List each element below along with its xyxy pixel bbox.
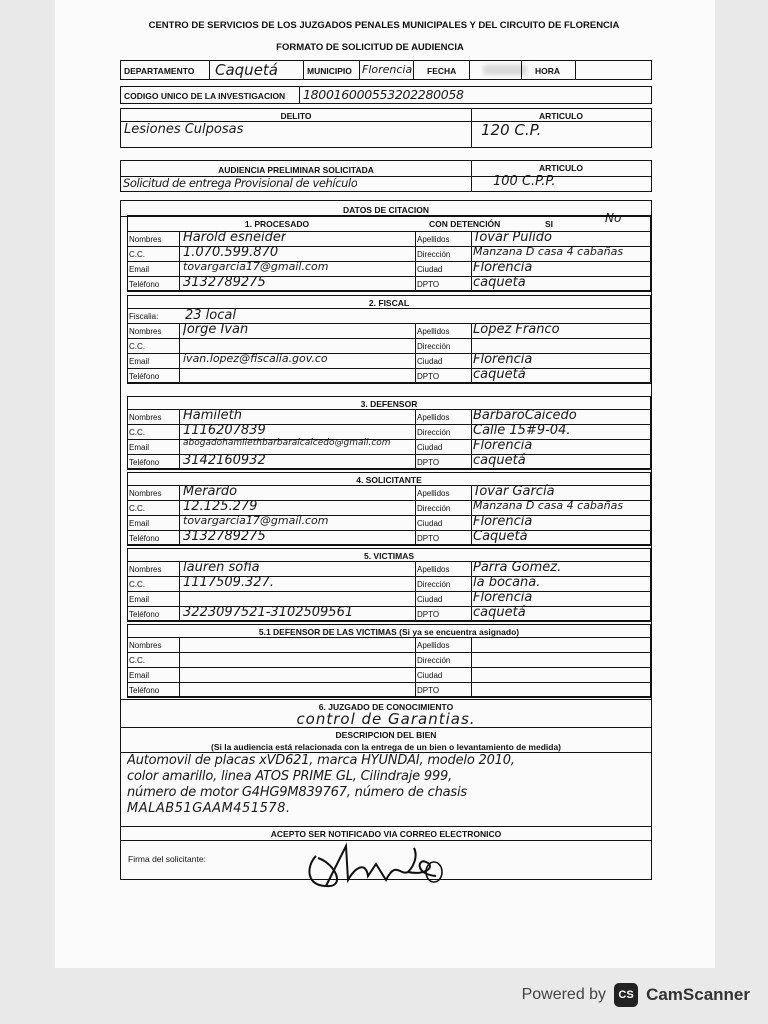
fiscal-email-value: ivan.lopez@fiscalia.gov.co (183, 352, 328, 365)
solicitante-title: 4. SOLICITANTE (356, 475, 422, 485)
cc-label: C.C. (129, 428, 145, 437)
telefono-label: Teléfono (129, 610, 160, 619)
procesado-email-value: tovargarcia17@gmail.com (183, 260, 329, 273)
solicitante-telefono-value: 3132789275 (183, 529, 266, 544)
audiencia-value: Solicitud de entrega Provisional de vehículo (123, 176, 358, 190)
victimas-direccion-value: la bocana. (473, 575, 541, 590)
procesado-apellidos-value: Tovar Pulido (473, 230, 552, 245)
apellidos-label: Apellidos (417, 235, 450, 244)
investigation-row (120, 86, 652, 104)
victimas-title: 5. VICTIMAS (363, 551, 415, 561)
dpto-label: DPTO (417, 280, 440, 289)
solicitante-apellidos-value: Tovar García (473, 484, 555, 499)
defensor-ciudad-value: Florencia (473, 438, 533, 453)
notificacion-label: ACEPTO SER NOTIFICADO VIA CORREO ELECTRONICO (270, 829, 502, 839)
email-label: Email (129, 443, 150, 452)
bien-line: MALAB51GAAM451578. (127, 801, 291, 816)
fiscal-dpto-value: caquetá (473, 367, 526, 382)
apellidos-label: Apellidos (417, 565, 450, 574)
municipio-label: MUNICIPIO (307, 66, 352, 76)
nombres-label: Nombres (129, 327, 162, 336)
procesado-ciudad-value: Florencia (473, 260, 533, 275)
defensor-cc-value: 1116207839 (183, 423, 266, 438)
delito-articulo-value: 120 C.P. (481, 121, 542, 139)
dpto-label: DPTO (417, 686, 440, 695)
juzgado-title: 6. JUZGADO DE CONOCIMIENTO (318, 702, 454, 712)
fiscalia-label: Fiscalia: (129, 312, 159, 321)
email-label: Email (129, 595, 150, 604)
direccion-label: Dirección (417, 656, 451, 665)
dpto-label: DPTO (417, 372, 440, 381)
camscanner-footer (522, 983, 750, 1007)
delito-label: DELITO (280, 111, 312, 121)
defensor-telefono-value: 3142160932 (183, 453, 266, 468)
telefono-label: Teléfono (129, 686, 160, 695)
nombres-label: Nombres (129, 413, 162, 422)
bien-line: número de motor G4HG9M839767, número de chasis (127, 785, 467, 800)
si-label: SI (545, 219, 554, 229)
procesado-nombres-value: Harold esneider (183, 230, 287, 245)
direccion-label: Dirección (417, 428, 451, 437)
departamento-label: DEPARTAMENTO (124, 66, 195, 76)
dpto-label: DPTO (417, 458, 440, 467)
bien-subtitle: (Si la audiencia está relacionada con la entrega de un bien o levantamiento de medida) (210, 742, 561, 752)
telefono-label: Teléfono (129, 534, 160, 543)
telefono-label: Teléfono (129, 280, 160, 289)
fiscal-apellidos-value: Lopez Franco (473, 322, 560, 337)
bien-line: Automovil de placas xVD621, marca HYUNDAI, modelo 2010, (127, 753, 515, 768)
email-label: Email (129, 519, 150, 528)
victimas-dpto-value: caquetá (473, 605, 526, 620)
email-label: Email (129, 265, 150, 274)
victimas-nombres-value: lauren sofia (183, 560, 260, 575)
ciudad-label: Ciudad (417, 265, 443, 274)
email-label: Email (129, 671, 150, 680)
fiscal-nombres-value: Jorge Ivan (183, 322, 249, 337)
cc-label: C.C. (129, 580, 145, 589)
ciudad-label: Ciudad (417, 519, 443, 528)
bien-title: DESCRIPCION DEL BIEN (335, 730, 437, 740)
solicitante-nombres-value: Merardo (183, 484, 238, 499)
direccion-label: Dirección (417, 504, 451, 513)
apellidos-label: Apellidos (417, 641, 450, 650)
departamento-value: Caquetá (215, 61, 278, 79)
apellidos-label: Apellidos (417, 327, 450, 336)
direccion-label: Dirección (417, 250, 451, 259)
victimas-apellidos-value: Parra Gomez. (473, 560, 562, 575)
nombres-label: Nombres (129, 235, 162, 244)
audiencia-articulo-label: ARTICULO (539, 163, 583, 173)
procesado-dpto-value: caqueta (473, 275, 526, 290)
camscanner-logo-icon: CS (614, 983, 638, 1007)
defensor-title: 3. DEFENSOR (360, 399, 418, 409)
defensor-direccion-value: Calle 15#9-04. (473, 423, 571, 438)
fiscalia-value: 23 local (185, 308, 236, 323)
nombres-label: Nombres (129, 489, 162, 498)
solicitante-dpto-value: Caquetá (473, 529, 528, 544)
delito-table (120, 108, 652, 148)
cc-label: C.C. (129, 504, 145, 513)
telefono-label: Teléfono (129, 372, 160, 381)
email-label: Email (129, 357, 150, 366)
apellidos-label: Apellidos (417, 413, 450, 422)
articulo-label: ARTICULO (539, 111, 583, 121)
bien-line: color amarillo, linea ATOS PRIME GL, Cilindraje 999, (127, 769, 453, 784)
ciudad-label: Ciudad (417, 357, 443, 366)
solicitante-cc-value: 12.125.279 (183, 499, 258, 514)
defensor-nombres-value: Hamileth (183, 408, 242, 423)
signature-graphic (296, 836, 456, 896)
dpto-label: DPTO (417, 610, 440, 619)
procesado-title: 1. PROCESADO (244, 219, 310, 229)
ciudad-label: Ciudad (417, 671, 443, 680)
audiencia-label: AUDIENCIA PRELIMINAR SOLICITADA (218, 165, 374, 175)
def_victimas-title: 5.1 DEFENSOR DE LAS VICTIMAS (Si ya se encuentra asignado) (258, 627, 520, 637)
victimas-ciudad-value: Florencia (473, 590, 533, 605)
municipio-value: Florencia (362, 63, 413, 76)
powered-by-text: Powered by (521, 986, 607, 1003)
camscanner-brand: CamScanner (646, 985, 750, 1004)
procesado-cc-value: 1.070.599.870 (183, 245, 279, 260)
audiencia-articulo-value: 100 C.P.P. (493, 174, 556, 189)
apellidos-label: Apellidos (417, 489, 450, 498)
cc-label: C.C. (129, 342, 145, 351)
document-title: CENTRO DE SERVICIOS DE LOS JUZGADOS PENALES MUNICIPALES Y DEL CIRCUITO DE FLORENCIA (148, 20, 620, 31)
solicitante-ciudad-value: Florencia (473, 514, 533, 529)
solicitante-direccion-value: Manzana D casa 4 cabañas (473, 499, 624, 512)
nombres-label: Nombres (129, 641, 162, 650)
investigacion-value: 180016000553202280058 (303, 87, 464, 102)
defensor-apellidos-value: BarbaroCaicedo (473, 408, 577, 423)
solicitante-email-value: tovargarcia17@gmail.com (183, 514, 329, 527)
procesado-direccion-value: Manzana D casa 4 cabañas (473, 245, 624, 258)
juzgado-value: control de Garantias. (296, 710, 476, 728)
ciudad-label: Ciudad (417, 443, 443, 452)
detencion-value: No (605, 211, 622, 225)
victimas-telefono-value: 3223097521-3102509561 (183, 605, 354, 620)
defensor-email-value: abogadohamilethbarbaraicaicedo@gmail.com (183, 438, 391, 448)
cc-label: C.C. (129, 250, 145, 259)
hora-label: HORA (535, 66, 561, 76)
procesado-telefono-value: 3132789275 (183, 275, 266, 290)
investigacion-label: CODIGO UNICO DE LA INVESTIGACION (124, 91, 286, 101)
delito-value: Lesiones Culposas (124, 122, 244, 137)
victimas-cc-value: 1117509.327. (183, 575, 274, 590)
location-row (120, 60, 652, 80)
dpto-label: DPTO (417, 534, 440, 543)
direccion-label: Dirección (417, 580, 451, 589)
document-subtitle: FORMATO DE SOLICITUD DE AUDIENCIA (276, 42, 464, 53)
cc-label: C.C. (129, 656, 145, 665)
direccion-label: Dirección (417, 342, 451, 351)
audiencia-table (120, 160, 652, 192)
fiscal-ciudad-value: Florencia (473, 352, 533, 367)
telefono-label: Teléfono (129, 458, 160, 467)
citacion-title: DATOS DE CITACION (343, 205, 429, 215)
defensor-dpto-value: caquetá (473, 453, 526, 468)
detencion-label: CON DETENCIÓN (429, 219, 501, 229)
nombres-label: Nombres (129, 565, 162, 574)
firma-label: Firma del solicitante: (128, 854, 206, 864)
ciudad-label: Ciudad (417, 595, 443, 604)
fiscal-title: 2. FISCAL (368, 298, 410, 308)
fecha-label: FECHA (427, 66, 457, 76)
